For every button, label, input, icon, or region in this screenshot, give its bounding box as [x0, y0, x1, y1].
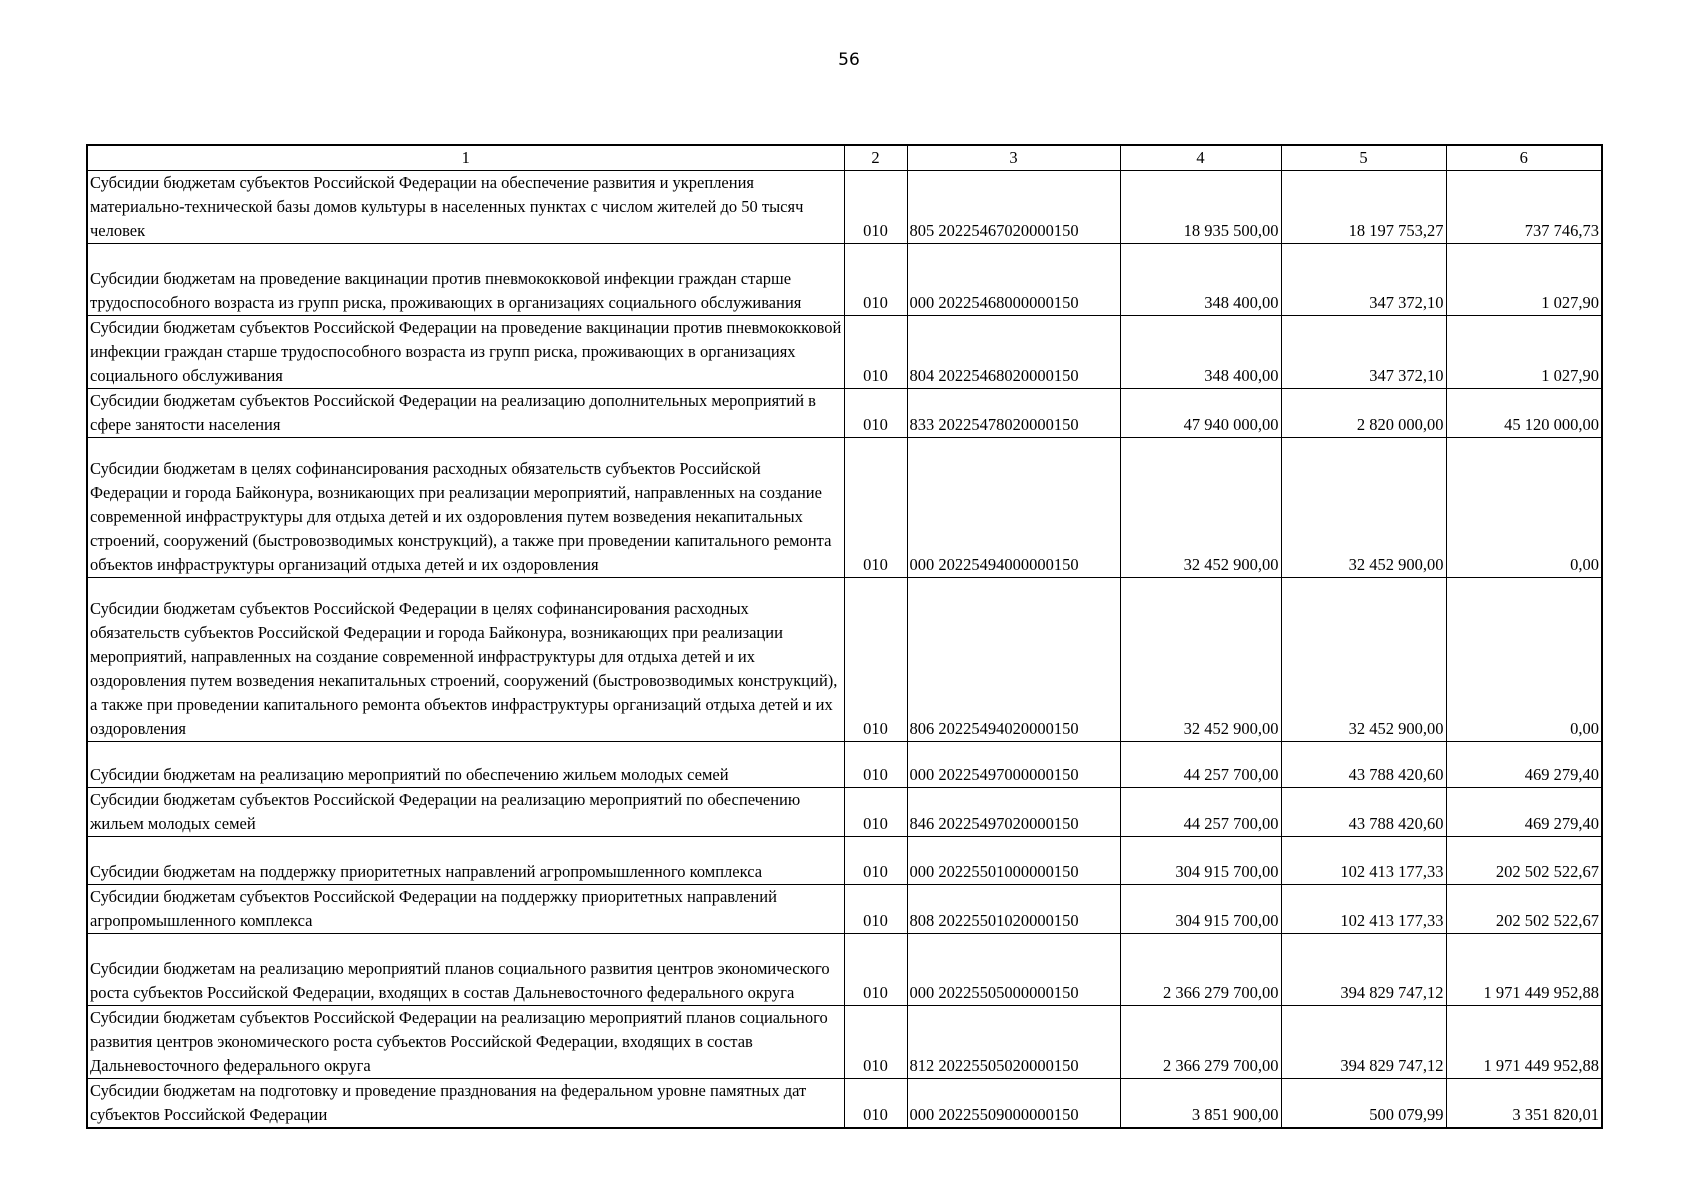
column-header-2: 2	[844, 145, 907, 171]
row-approved-amount: 44 257 700,00	[1120, 788, 1281, 837]
column-header-4: 4	[1120, 145, 1281, 171]
row-executed-amount: 347 372,10	[1281, 244, 1446, 316]
row-line-code: 010	[844, 885, 907, 934]
row-unexecuted-amount: 45 120 000,00	[1446, 389, 1602, 438]
row-unexecuted-amount: 0,00	[1446, 438, 1602, 578]
row-approved-amount: 18 935 500,00	[1120, 171, 1281, 244]
table-row	[87, 244, 1602, 316]
row-description: Субсидии бюджетам в целях софинансирования расходных обязательств субъектов Российской Федерации и города Байконура, возникающих при реализации мероприятий, направленных на создание современной инфраструктуры для отдыха детей и их оздоровления путем возведения некапитальных строений, сооружений (быстровозводимых конструкций), а также при проведении капитального ремонта объектов инфраструктуры организаций отдыха детей и их оздоровления	[87, 438, 844, 578]
row-budget-code: 812 20225505020000150	[907, 1006, 1120, 1079]
table-row	[87, 934, 1602, 1006]
column-header-1: 1	[87, 145, 844, 171]
row-approved-amount: 304 915 700,00	[1120, 837, 1281, 885]
table-row	[87, 1006, 1602, 1079]
table-row	[87, 389, 1602, 438]
row-line-code: 010	[844, 837, 907, 885]
row-line-code: 010	[844, 1079, 907, 1129]
row-executed-amount: 500 079,99	[1281, 1079, 1446, 1129]
row-budget-code: 000 20225468000000150	[907, 244, 1120, 316]
row-approved-amount: 304 915 700,00	[1120, 885, 1281, 934]
row-unexecuted-amount: 202 502 522,67	[1446, 885, 1602, 934]
row-unexecuted-amount: 1 971 449 952,88	[1446, 1006, 1602, 1079]
row-unexecuted-amount: 202 502 522,67	[1446, 837, 1602, 885]
row-executed-amount: 394 829 747,12	[1281, 1006, 1446, 1079]
row-line-code: 010	[844, 316, 907, 389]
row-approved-amount: 32 452 900,00	[1120, 438, 1281, 578]
row-approved-amount: 2 366 279 700,00	[1120, 1006, 1281, 1079]
row-description: Субсидии бюджетам на реализацию мероприятий по обеспечению жильем молодых семей	[87, 742, 844, 788]
row-approved-amount: 47 940 000,00	[1120, 389, 1281, 438]
row-line-code: 010	[844, 1006, 907, 1079]
row-unexecuted-amount: 737 746,73	[1446, 171, 1602, 244]
row-executed-amount: 18 197 753,27	[1281, 171, 1446, 244]
row-line-code: 010	[844, 244, 907, 316]
column-header-3: 3	[907, 145, 1120, 171]
row-unexecuted-amount: 0,00	[1446, 578, 1602, 742]
column-header-5: 5	[1281, 145, 1446, 171]
row-budget-code: 806 20225494020000150	[907, 578, 1120, 742]
row-description: Субсидии бюджетам субъектов Российской Федерации на поддержку приоритетных направлений агропромышленного комплекса	[87, 885, 844, 934]
row-description: Субсидии бюджетам на поддержку приоритетных направлений агропромышленного комплекса	[87, 837, 844, 885]
row-unexecuted-amount: 469 279,40	[1446, 742, 1602, 788]
row-executed-amount: 102 413 177,33	[1281, 885, 1446, 934]
row-line-code: 010	[844, 578, 907, 742]
row-executed-amount: 32 452 900,00	[1281, 438, 1446, 578]
table-row	[87, 1079, 1602, 1129]
page-number: 56	[838, 50, 860, 70]
table-row	[87, 171, 1602, 244]
row-executed-amount: 32 452 900,00	[1281, 578, 1446, 742]
row-budget-code: 000 20225501000000150	[907, 837, 1120, 885]
column-header-6: 6	[1446, 145, 1602, 171]
row-approved-amount: 32 452 900,00	[1120, 578, 1281, 742]
row-budget-code: 808 20225501020000150	[907, 885, 1120, 934]
table-row	[87, 742, 1602, 788]
row-unexecuted-amount: 1 027,90	[1446, 244, 1602, 316]
row-approved-amount: 44 257 700,00	[1120, 742, 1281, 788]
column-number-row	[87, 145, 1602, 171]
row-unexecuted-amount: 1 971 449 952,88	[1446, 934, 1602, 1006]
row-budget-code: 846 20225497020000150	[907, 788, 1120, 837]
row-description: Субсидии бюджетам на подготовку и проведение празднования на федеральном уровне памятных дат субъектов Российской Федерации	[87, 1079, 844, 1129]
row-approved-amount: 348 400,00	[1120, 316, 1281, 389]
row-line-code: 010	[844, 788, 907, 837]
row-executed-amount: 43 788 420,60	[1281, 742, 1446, 788]
row-executed-amount: 102 413 177,33	[1281, 837, 1446, 885]
row-approved-amount: 3 851 900,00	[1120, 1079, 1281, 1129]
row-unexecuted-amount: 1 027,90	[1446, 316, 1602, 389]
row-description: Субсидии бюджетам субъектов Российской Федерации на обеспечение развития и укрепления материально-технической базы домов культуры в населенных пунктах с числом жителей до 50 тысяч человек	[87, 171, 844, 244]
table-row	[87, 788, 1602, 837]
row-unexecuted-amount: 469 279,40	[1446, 788, 1602, 837]
row-executed-amount: 347 372,10	[1281, 316, 1446, 389]
row-unexecuted-amount: 3 351 820,01	[1446, 1079, 1602, 1129]
row-budget-code: 000 20225505000000150	[907, 934, 1120, 1006]
row-line-code: 010	[844, 171, 907, 244]
row-line-code: 010	[844, 742, 907, 788]
row-budget-code: 833 20225478020000150	[907, 389, 1120, 438]
row-budget-code: 804 20225468020000150	[907, 316, 1120, 389]
table-row	[87, 578, 1602, 742]
table-row	[87, 885, 1602, 934]
row-description: Субсидии бюджетам субъектов Российской Федерации на реализацию дополнительных мероприятий в сфере занятости населения	[87, 389, 844, 438]
row-executed-amount: 2 820 000,00	[1281, 389, 1446, 438]
row-budget-code: 000 20225497000000150	[907, 742, 1120, 788]
row-budget-code: 805 20225467020000150	[907, 171, 1120, 244]
row-approved-amount: 2 366 279 700,00	[1120, 934, 1281, 1006]
row-line-code: 010	[844, 934, 907, 1006]
row-budget-code: 000 20225494000000150	[907, 438, 1120, 578]
table-row	[87, 837, 1602, 885]
row-description: Субсидии бюджетам на реализацию мероприятий планов социального развития центров экономического роста субъектов Российской Федерации, входящих в состав Дальневосточного федерального округа	[87, 934, 844, 1006]
row-executed-amount: 394 829 747,12	[1281, 934, 1446, 1006]
table-row	[87, 438, 1602, 578]
budget-table	[86, 144, 1603, 1129]
row-executed-amount: 43 788 420,60	[1281, 788, 1446, 837]
row-line-code: 010	[844, 389, 907, 438]
row-description: Субсидии бюджетам субъектов Российской Федерации на проведение вакцинации против пневмококковой инфекции граждан старше трудоспособного возраста из групп риска, проживающих в организациях социального обслуживания	[87, 316, 844, 389]
row-approved-amount: 348 400,00	[1120, 244, 1281, 316]
row-line-code: 010	[844, 438, 907, 578]
row-description: Субсидии бюджетам субъектов Российской Федерации на реализацию мероприятий планов социального развития центров экономического роста субъектов Российской Федерации, входящих в состав Дальневосточного федерального округа	[87, 1006, 844, 1079]
row-description: Субсидии бюджетам на проведение вакцинации против пневмококковой инфекции граждан старше трудоспособного возраста из групп риска, проживающих в организациях социального обслуживания	[87, 244, 844, 316]
table-row	[87, 316, 1602, 389]
row-description: Субсидии бюджетам субъектов Российской Федерации в целях софинансирования расходных обязательств субъектов Российской Федерации и города Байконура, возникающих при реализации мероприятий, направленных на создание современной инфраструктуры для отдыха детей и их оздоровления путем возведения некапитальных строений, сооружений (быстровозводимых конструкций), а также при проведении капитального ремонта объектов инфраструктуры организаций отдыха детей и их оздоровления	[87, 578, 844, 742]
row-description: Субсидии бюджетам субъектов Российской Федерации на реализацию мероприятий по обеспечению жильем молодых семей	[87, 788, 844, 837]
row-budget-code: 000 20225509000000150	[907, 1079, 1120, 1129]
